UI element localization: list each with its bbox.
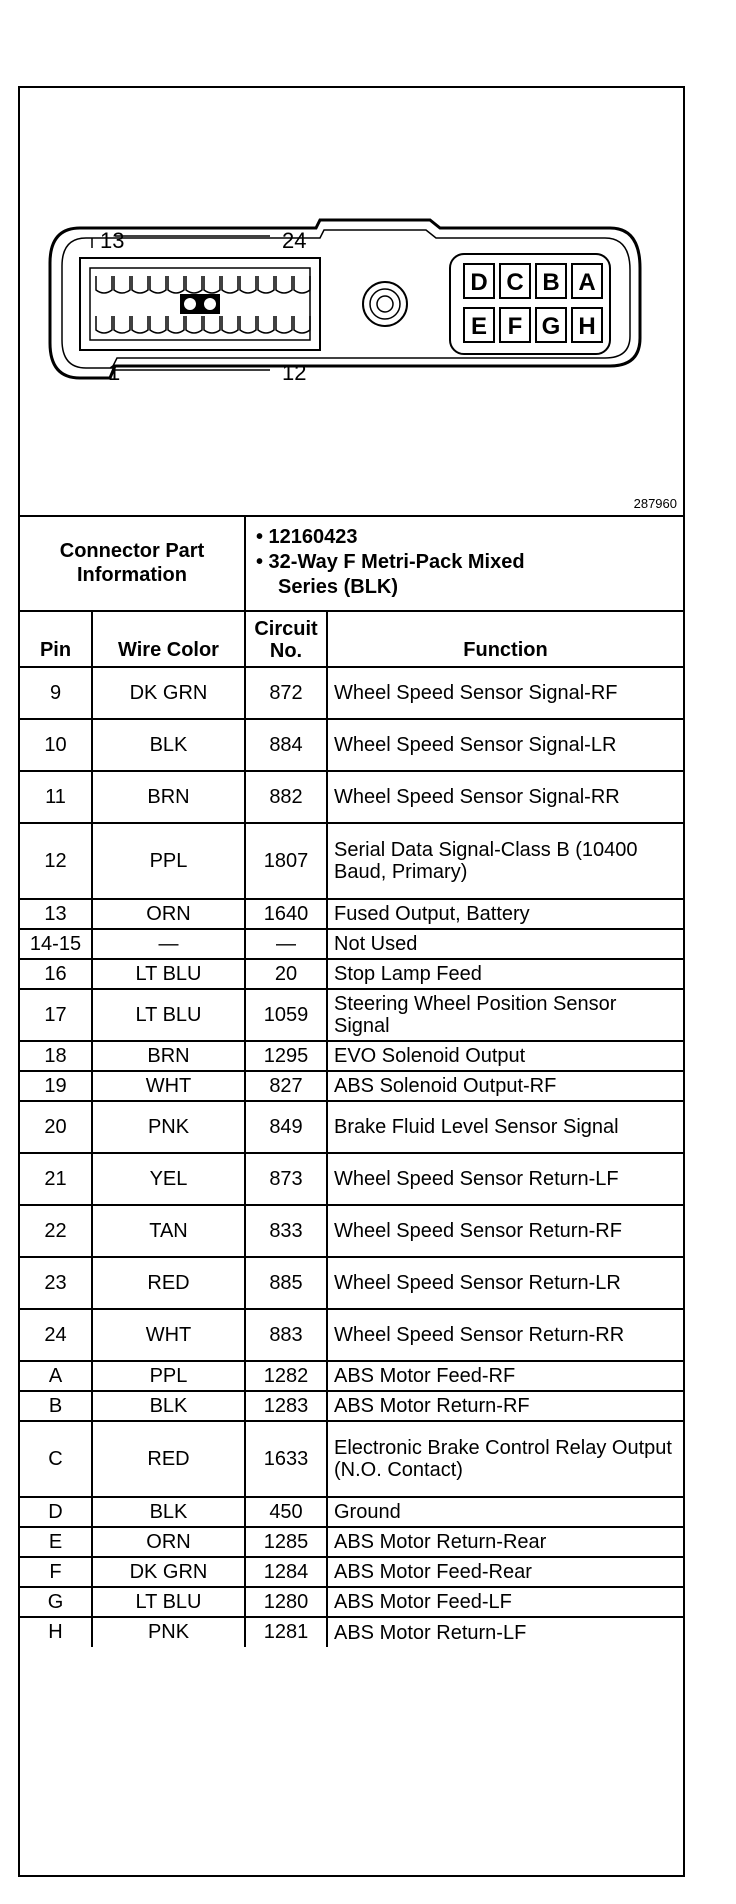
- function-cell: Fused Output, Battery: [327, 899, 683, 929]
- table-row: [20, 1071, 683, 1101]
- table-row: [20, 1421, 683, 1497]
- wire-color-cell: ORN: [92, 1527, 245, 1557]
- pin-cell: 17: [20, 989, 92, 1041]
- function-cell: Ground: [327, 1497, 683, 1527]
- pin-cavity: [168, 316, 184, 333]
- pin-cell: G: [20, 1587, 92, 1617]
- header-circuit: [245, 611, 327, 667]
- cavity-letter: H: [578, 313, 596, 340]
- circuit-cell: 1281: [245, 1617, 327, 1647]
- pin-cavity: [294, 316, 310, 333]
- circuit-cell: 884: [245, 719, 327, 771]
- table-row: [20, 1309, 683, 1361]
- pin-label-24: 24: [282, 228, 307, 253]
- circuit-cell: 1284: [245, 1557, 327, 1587]
- pin-cavity: [114, 276, 130, 293]
- function-cell: Wheel Speed Sensor Return-RF: [327, 1205, 683, 1257]
- table-row: [20, 1101, 683, 1153]
- cavity-letter: C: [506, 269, 524, 296]
- table-row: [20, 1361, 683, 1391]
- function-cell: ABS Motor Feed-Rear: [327, 1557, 683, 1587]
- wire-color-cell: DK GRN: [92, 1557, 245, 1587]
- circuit-cell: 849: [245, 1101, 327, 1153]
- pin-label-13: 13: [100, 228, 125, 253]
- wire-color-cell: PNK: [92, 1617, 245, 1647]
- table-row: [20, 1497, 683, 1527]
- table-row: [20, 667, 683, 719]
- table-row: [20, 823, 683, 899]
- pin-cell: 23: [20, 1257, 92, 1309]
- function-cell: Wheel Speed Sensor Signal-RR: [327, 771, 683, 823]
- pin-cavity: [150, 276, 166, 293]
- pin-cell: 22: [20, 1205, 92, 1257]
- function-cell: Wheel Speed Sensor Signal-LR: [327, 719, 683, 771]
- wire-color-cell: BLK: [92, 719, 245, 771]
- wire-color-cell: BRN: [92, 1041, 245, 1071]
- connector-part-label: [20, 515, 245, 611]
- function-cell: EVO Solenoid Output: [327, 1041, 683, 1071]
- pin-cell: 20: [20, 1101, 92, 1153]
- table-row: [20, 959, 683, 989]
- circuit-cell: 1633: [245, 1421, 327, 1497]
- table-row: [20, 989, 683, 1041]
- pin-cell: B: [20, 1391, 92, 1421]
- pin-cell: 18: [20, 1041, 92, 1071]
- function-cell: Wheel Speed Sensor Return-RR: [327, 1309, 683, 1361]
- wire-color-cell: RED: [92, 1421, 245, 1497]
- connector-drawing: [20, 88, 683, 515]
- pin-cell: C: [20, 1421, 92, 1497]
- pinout-table: [20, 515, 683, 1647]
- header-wire-color: Wire Color: [92, 611, 245, 667]
- circuit-cell: 882: [245, 771, 327, 823]
- circuit-cell: 1059: [245, 989, 327, 1041]
- header-circuit-line1: Circuit: [254, 618, 318, 640]
- circuit-cell: 1282: [245, 1361, 327, 1391]
- pin-cavity: [276, 276, 292, 293]
- pin-cavity: [96, 276, 112, 293]
- wire-color-cell: WHT: [92, 1071, 245, 1101]
- pin-cell: 9: [20, 667, 92, 719]
- pin-cavity: [114, 316, 130, 333]
- connector-sheet: [18, 86, 685, 1877]
- wire-color-cell: LT BLU: [92, 959, 245, 989]
- circuit-cell: 1283: [245, 1391, 327, 1421]
- pin-cavity: [276, 316, 292, 333]
- figure-id: 287960: [633, 496, 677, 511]
- pin-cell: D: [20, 1497, 92, 1527]
- table-row: [20, 899, 683, 929]
- function-cell: Brake Fluid Level Sensor Signal: [327, 1101, 683, 1153]
- wire-color-cell: BLK: [92, 1391, 245, 1421]
- cavity-letter: E: [470, 313, 488, 340]
- table-row: [20, 1557, 683, 1587]
- pin-cavity: [150, 316, 166, 333]
- part-description-line2: Series (BLK): [278, 576, 399, 598]
- function-cell: Not Used: [327, 929, 683, 959]
- part-number: • 12160423: [256, 526, 358, 548]
- pin-cell: 19: [20, 1071, 92, 1101]
- table-header-row: [20, 611, 683, 667]
- pin-cavity: [258, 316, 274, 333]
- table-row: [20, 1617, 683, 1647]
- table-row: [20, 771, 683, 823]
- wire-color-cell: PNK: [92, 1101, 245, 1153]
- table-row: [20, 1391, 683, 1421]
- table-row: [20, 1527, 683, 1557]
- circuit-cell: 827: [245, 1071, 327, 1101]
- pin-cell: 16: [20, 959, 92, 989]
- pin-cell: A: [20, 1361, 92, 1391]
- wire-color-cell: WHT: [92, 1309, 245, 1361]
- circuit-cell: 1280: [245, 1587, 327, 1617]
- pin-cell: 21: [20, 1153, 92, 1205]
- pin-cavity: [222, 316, 238, 333]
- function-cell: ABS Motor Return-LF: [327, 1617, 683, 1647]
- circuit-cell: 883: [245, 1309, 327, 1361]
- circuit-cell: 1640: [245, 899, 327, 929]
- pin-cell: 10: [20, 719, 92, 771]
- cavity-letter: B: [542, 269, 560, 296]
- table-row: [20, 929, 683, 959]
- circuit-cell: 1295: [245, 1041, 327, 1071]
- table-row: [20, 1205, 683, 1257]
- pin-cavity: [240, 316, 256, 333]
- wire-color-cell: —: [92, 929, 245, 959]
- circuit-cell: 873: [245, 1153, 327, 1205]
- pin-cell: H: [20, 1617, 92, 1647]
- pin-cavity: [186, 276, 202, 293]
- function-cell: Wheel Speed Sensor Return-LR: [327, 1257, 683, 1309]
- cavity-letter: A: [578, 269, 596, 296]
- pin-cavity: [294, 276, 310, 293]
- table-row: [20, 1257, 683, 1309]
- function-cell: Steering Wheel Position Sensor Signal: [327, 989, 683, 1041]
- pin-cavity: [240, 276, 256, 293]
- function-cell: ABS Motor Feed-RF: [327, 1361, 683, 1391]
- pin-label-1: 1: [108, 360, 121, 385]
- table-row: [20, 719, 683, 771]
- function-cell: Wheel Speed Sensor Return-LF: [327, 1153, 683, 1205]
- table-row: [20, 1587, 683, 1617]
- connector-label-line2: Information: [77, 563, 187, 586]
- connector-part-info: [245, 515, 683, 611]
- circuit-cell: 450: [245, 1497, 327, 1527]
- wire-color-cell: BRN: [92, 771, 245, 823]
- circuit-cell: 833: [245, 1205, 327, 1257]
- wire-color-cell: LT BLU: [92, 1587, 245, 1617]
- wire-color-cell: PPL: [92, 823, 245, 899]
- pin-cell: 12: [20, 823, 92, 899]
- cavity-letter: F: [507, 313, 523, 340]
- table-row: [20, 1153, 683, 1205]
- wire-color-cell: PPL: [92, 1361, 245, 1391]
- lettered-cavities: [464, 264, 602, 342]
- pin-cavity: [132, 316, 148, 333]
- circuit-cell: 1285: [245, 1527, 327, 1557]
- pin-cavity: [186, 316, 202, 333]
- circuit-cell: 1807: [245, 823, 327, 899]
- pin-cell: 14-15: [20, 929, 92, 959]
- circuit-cell: —: [245, 929, 327, 959]
- function-cell: ABS Solenoid Output-RF: [327, 1071, 683, 1101]
- function-cell: Stop Lamp Feed: [327, 959, 683, 989]
- circuit-cell: 872: [245, 667, 327, 719]
- connector-info-row: [20, 515, 683, 611]
- wire-color-cell: LT BLU: [92, 989, 245, 1041]
- function-cell: Wheel Speed Sensor Signal-RF: [327, 667, 683, 719]
- circuit-cell: 885: [245, 1257, 327, 1309]
- pin-cavity: [258, 276, 274, 293]
- connector-diagram: [20, 88, 683, 517]
- header-function: Function: [327, 611, 683, 667]
- table-row: [20, 1041, 683, 1071]
- connector-label-line1: Connector Part: [59, 539, 205, 562]
- pin-cavity: [96, 316, 112, 333]
- header-pin: Pin: [20, 611, 92, 667]
- wire-color-cell: BLK: [92, 1497, 245, 1527]
- circuit-cell: 20: [245, 959, 327, 989]
- function-cell: Electronic Brake Control Relay Output (N.O. Contact): [327, 1421, 683, 1497]
- cavity-letter: D: [470, 269, 488, 296]
- wire-color-cell: YEL: [92, 1153, 245, 1205]
- function-cell: ABS Motor Feed-LF: [327, 1587, 683, 1617]
- pin-label-12: 12: [282, 360, 307, 385]
- wire-color-cell: ORN: [92, 899, 245, 929]
- wire-color-cell: TAN: [92, 1205, 245, 1257]
- function-cell: ABS Motor Return-Rear: [327, 1527, 683, 1557]
- wire-color-cell: RED: [92, 1257, 245, 1309]
- wire-color-cell: DK GRN: [92, 667, 245, 719]
- pin-cavity: [204, 316, 220, 333]
- pin-cell: 24: [20, 1309, 92, 1361]
- pin-cell: E: [20, 1527, 92, 1557]
- function-cell: ABS Motor Return-RF: [327, 1391, 683, 1421]
- function-cell: Serial Data Signal-Class B (10400 Baud, Primary): [327, 823, 683, 899]
- header-circuit-line2: No.: [269, 640, 303, 662]
- cavity-letter: G: [541, 313, 561, 340]
- pin-cavity: [132, 276, 148, 293]
- pin-cavity: [168, 276, 184, 293]
- pin-cavity: [204, 276, 220, 293]
- pin-cell: 11: [20, 771, 92, 823]
- pin-cavity: [222, 276, 238, 293]
- part-description-line1: • 32-Way F Metri-Pack Mixed: [256, 551, 525, 573]
- pin-cell: 13: [20, 899, 92, 929]
- pin-cell: F: [20, 1557, 92, 1587]
